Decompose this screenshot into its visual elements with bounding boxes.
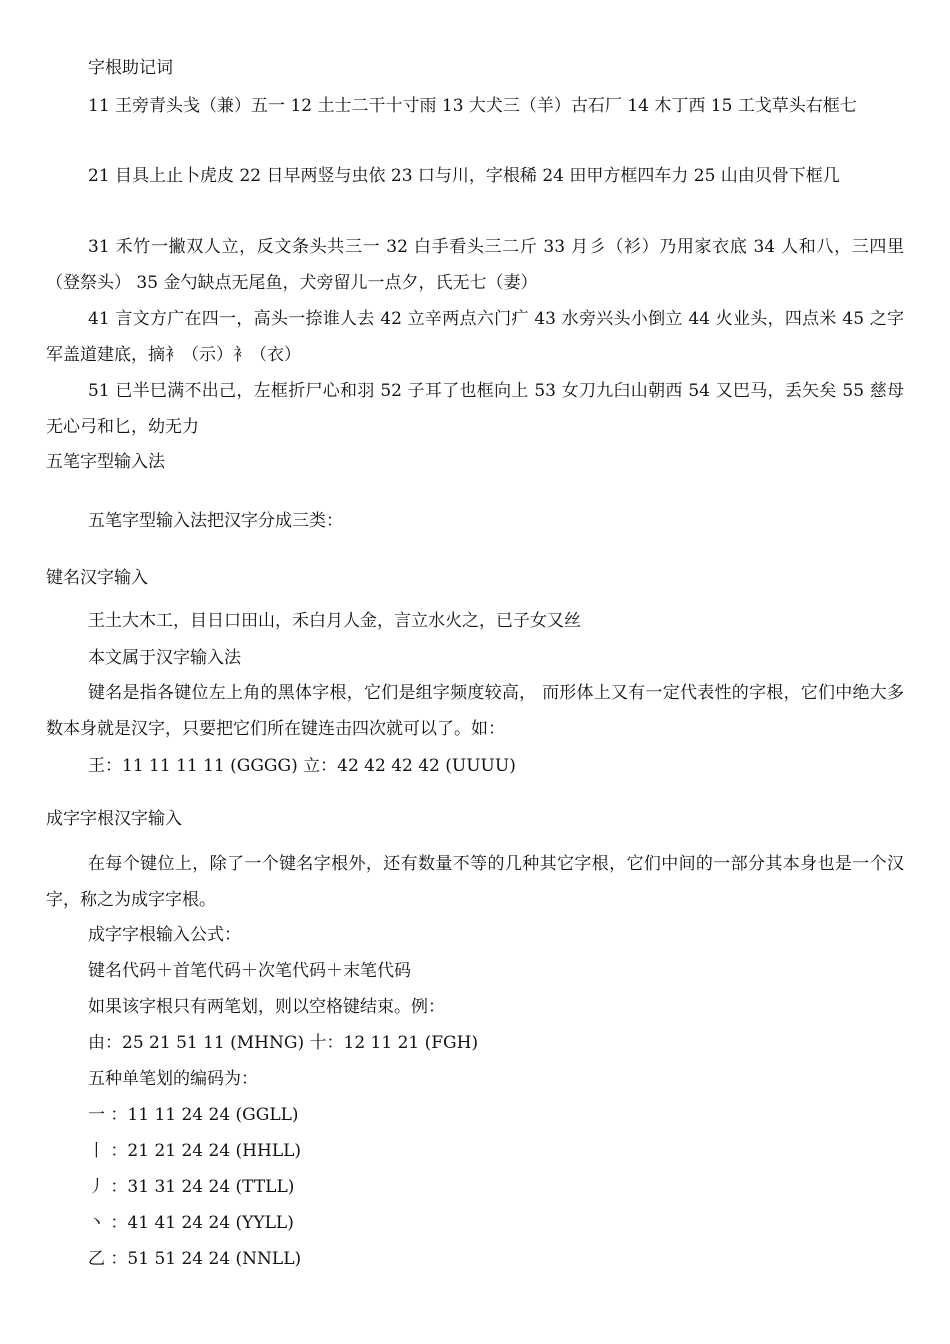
stroke-code-dian: 丶 ：41 41 24 24 (YYLL) [88, 1213, 294, 1233]
mnemonic-title: 字根助记词 [88, 58, 173, 78]
stroke-code-heng: 一 ：11 11 24 24 (GGLL) [88, 1105, 299, 1125]
chengzi-description: 在每个键位上，除了一个键名字根外，还有数量不等的几种其它字根，它们中间的一部分其本身也是一个汉字，称之为成字字根。 [46, 854, 904, 910]
mnemonic-paragraph-41: 41 言文方广在四一，高头一捺谁人去 42 立辛两点六门疒 43 水旁兴头小倒立 44 火业头，四点米 45 之字军盖道建底，摘衤（示）衤（衣） [46, 309, 904, 365]
keyname-list: 王土大木工，目日口田山，禾白月人金，言立水火之，已子女又丝 [88, 611, 581, 631]
stroke-code-zhe: 乙 ：51 51 24 24 (NNLL) [88, 1249, 302, 1269]
stroke-code-pie: 丿 ：31 31 24 24 (TTLL) [88, 1177, 295, 1197]
stroke-code-shu: 丨 ：21 21 24 24 (HHLL) [88, 1141, 302, 1161]
strokes-label: 五种单笔划的编码为： [88, 1069, 258, 1089]
mnemonic-paragraph-51: 51 已半巳满不出己，左框折尸心和羽 52 子耳了也框向上 53 女刀九臼山朝西 54 又巴马，丢矢矣 55 慈母无心弓和匕，幼无力 [46, 381, 904, 437]
chengzi-two-stroke-rule: 如果该字根只有两笔划，则以空格键结束。例： [88, 997, 445, 1017]
chengzi-formula-label: 成字字根输入公式： [88, 925, 241, 945]
mnemonic-paragraph-21: 21 目具上止卜虎皮 22 日早两竖与虫依 23 口与川，字根稀 24 田甲方框四车力 25 山由贝骨下框几 [88, 166, 840, 186]
keyname-description: 键名是指各键位左上角的黑体字根，它们是组字频度较高， 而形体上又有一定代表性的字根，它们中绝大多数本身就是汉字，只要把它们所在键连击四次就可以了。如： [46, 683, 904, 739]
mnemonic-paragraph-31: 31 禾竹一撇双人立，反文条头共三一 32 白手看头三二斤 33 月彡（衫）乃用家衣底 34 人和八，三四里（登祭头） 35 金勺缺点无尾鱼，犬旁留儿一点夕，氏无七（妻） [46, 237, 904, 293]
chengzi-formula: 键名代码＋首笔代码＋次笔代码＋末笔代码 [88, 961, 411, 981]
mnemonic-paragraph-11: 11 王旁青头戋（兼）五一 12 土士二干十寸雨 13 大犬三（羊）古石厂 14 木丁西 15 工戈草头右框七 [88, 96, 857, 116]
keyname-heading: 键名汉字输入 [46, 568, 148, 588]
section-title: 五笔字型输入法 [46, 452, 165, 472]
intro-text: 五笔字型输入法把汉字分成三类： [88, 511, 343, 531]
chengzi-example: 由：25 21 51 11 (MHNG) 十：12 11 21 (FGH) [88, 1033, 479, 1053]
keyname-example: 王：11 11 11 11 (GGGG) 立：42 42 42 42 (UUUU) [88, 756, 516, 776]
chengzi-heading: 成字字根汉字输入 [46, 809, 182, 829]
keyname-note: 本文属于汉字输入法 [88, 648, 241, 668]
